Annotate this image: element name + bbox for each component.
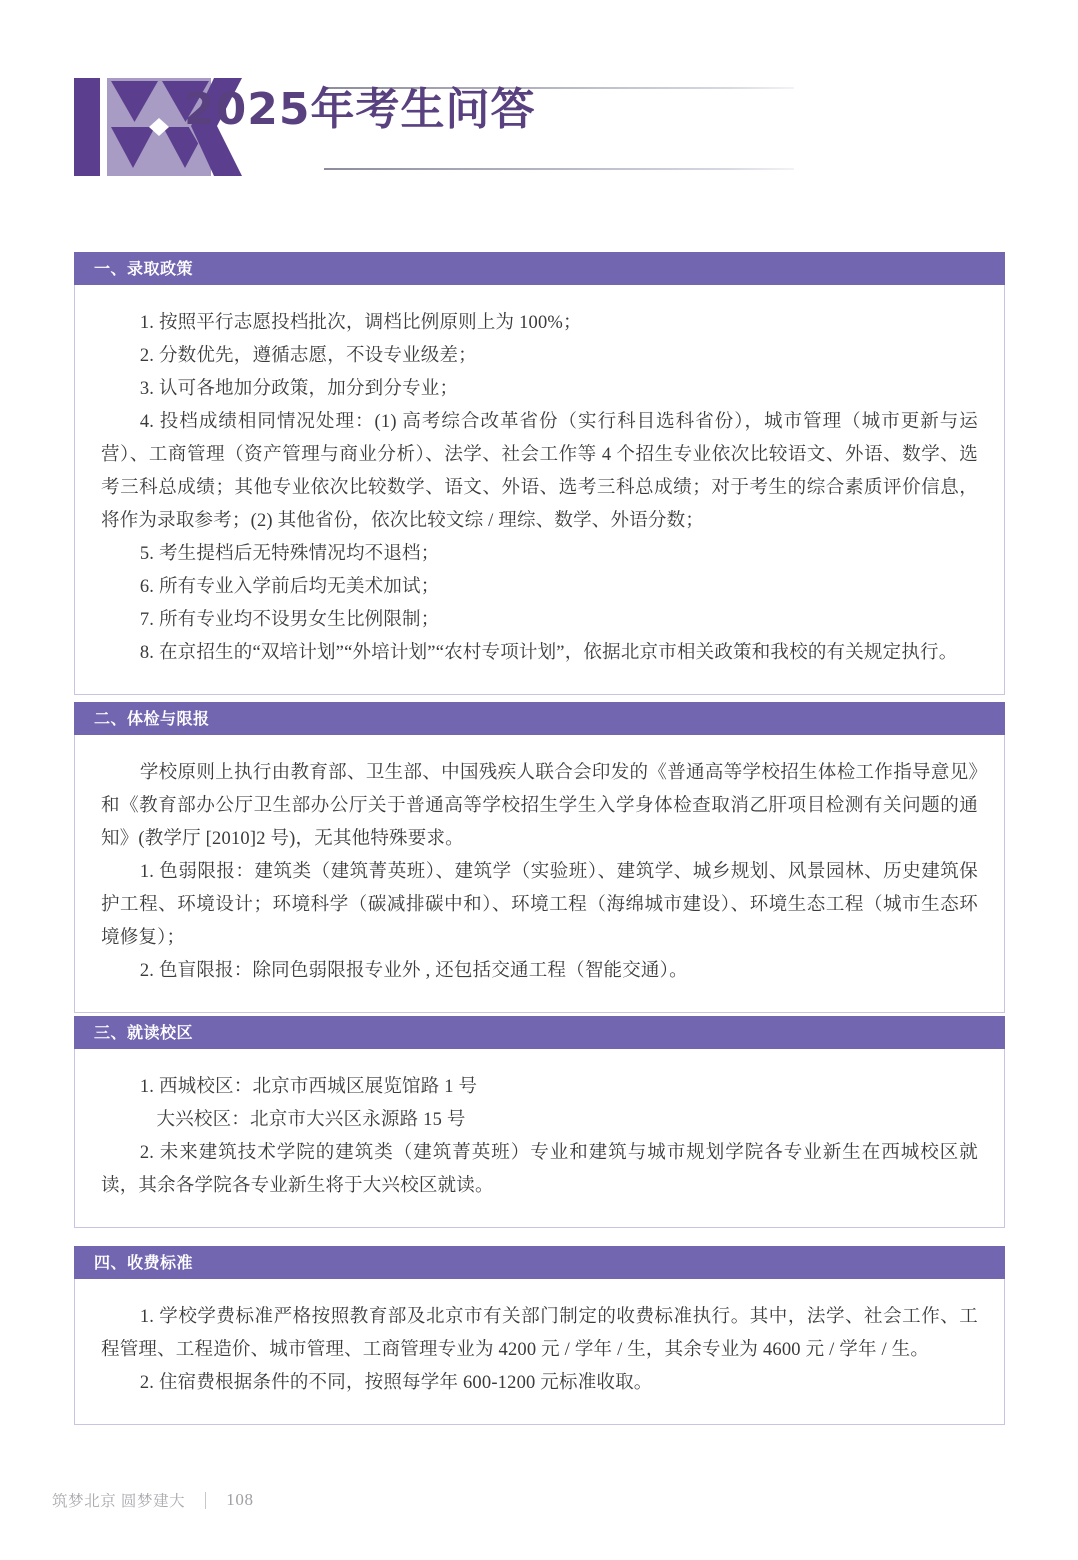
section-body [74, 735, 1005, 1013]
section-body [74, 1279, 1005, 1425]
section-heading: 二、体检与限报 [74, 702, 1005, 735]
paragraph: 1. 按照平行志愿投档批次，调档比例原则上为 100%； [139, 313, 582, 333]
paragraph: 8. 在京招生的“双培计划”“外培计划”“农村专项计划”，依据北京市相关政策和我校的有关规定执行。 [139, 643, 958, 663]
paragraph: 1. 色弱限报：建筑类（建筑菁英班）、建筑学（实验班）、建筑学、城乡规划、风景园林、历史建筑保护工程、环境设计；环境科学（碳减排碳中和）、环境工程（海绵城市建设）、环境生态工程（城市生态环境修复）； [101, 862, 978, 948]
title-rule-bottom [324, 168, 794, 170]
section-heading: 三、就读校区 [74, 1016, 1005, 1049]
section-fees [74, 1246, 1005, 1425]
section-body [74, 285, 1005, 695]
paragraph: 2. 未来建筑技术学院的建筑类（建筑菁英班）专业和建筑与城市规划学院各专业新生在西城校区就读，其余各学院各专业新生将于大兴校区就读。 [101, 1143, 978, 1196]
page-title: 2025年考生问答 [184, 84, 536, 135]
paragraph: 2. 住宿费根据条件的不同，按照每学年 600-1200 元标准收取。 [139, 1373, 653, 1393]
paragraph: 5. 考生提档后无特殊情况均不退档； [139, 544, 440, 564]
paragraph: 大兴校区：北京市大兴区永源路 15 号 [156, 1110, 466, 1130]
paragraph: 2. 分数优先，遵循志愿，不设专业级差； [139, 346, 477, 366]
section-medical-exam [74, 702, 1005, 1013]
paragraph: 3. 认可各地加分政策，加分到分专业； [139, 379, 459, 399]
paragraph: 6. 所有专业入学前后均无美术加试； [139, 577, 440, 597]
footer-divider [205, 1492, 206, 1509]
paragraph: 7. 所有专业均不设男女生比例限制； [139, 610, 440, 630]
paragraph: 2. 色盲限报：除同色弱限报专业外 , 还包括交通工程（智能交通）。 [139, 961, 688, 981]
paragraph: 1. 学校学费标准严格按照教育部及北京市有关部门制定的收费标准执行。其中，法学、社会工作、工程管理、工程造价、城市管理、工商管理专业为 4200 元 / 学年 / 生，其余专业为 4600 元 / 学年 / 生。 [101, 1307, 978, 1360]
footer-page-number: 108 [226, 1490, 254, 1509]
footer-slogan: 筑梦北京 圆梦建大 [52, 1493, 186, 1510]
paragraph: 学校原则上执行由教育部、卫生部、中国残疾人联合会印发的《普通高等学校招生体检工作指导意见》和《教育部办公厅卫生部办公厅关于普通高等学校招生学生入学身体检查取消乙肝项目检测有关问题的通知》(教学厅 [2010]2 号)，无其他特殊要求。 [101, 763, 978, 849]
section-heading: 四、收费标准 [74, 1246, 1005, 1279]
paragraph: 4. 投档成绩相同情况处理：(1) 高考综合改革省份（实行科目选科省份），城市管理（城市更新与运营）、工商管理（资产管理与商业分析）、法学、社会工作等 4 个招生专业依次比较语文、外语、数学、选考三科总成绩；其他专业依次比较数学、语文、外语、选考三科总成绩；对于考生的综合素质评价信息，将作为录取参考；(2) 其他省份，依次比较文综 / 理综、数学、外语分数； [101, 412, 978, 531]
paragraph: 1. 西城校区：北京市西城区展览馆路 1 号 [139, 1077, 478, 1097]
section-admission-policy [74, 252, 1005, 695]
page-footer [52, 1489, 254, 1511]
section-heading: 一、录取政策 [74, 252, 1005, 285]
section-campus [74, 1016, 1005, 1228]
section-body [74, 1049, 1005, 1228]
